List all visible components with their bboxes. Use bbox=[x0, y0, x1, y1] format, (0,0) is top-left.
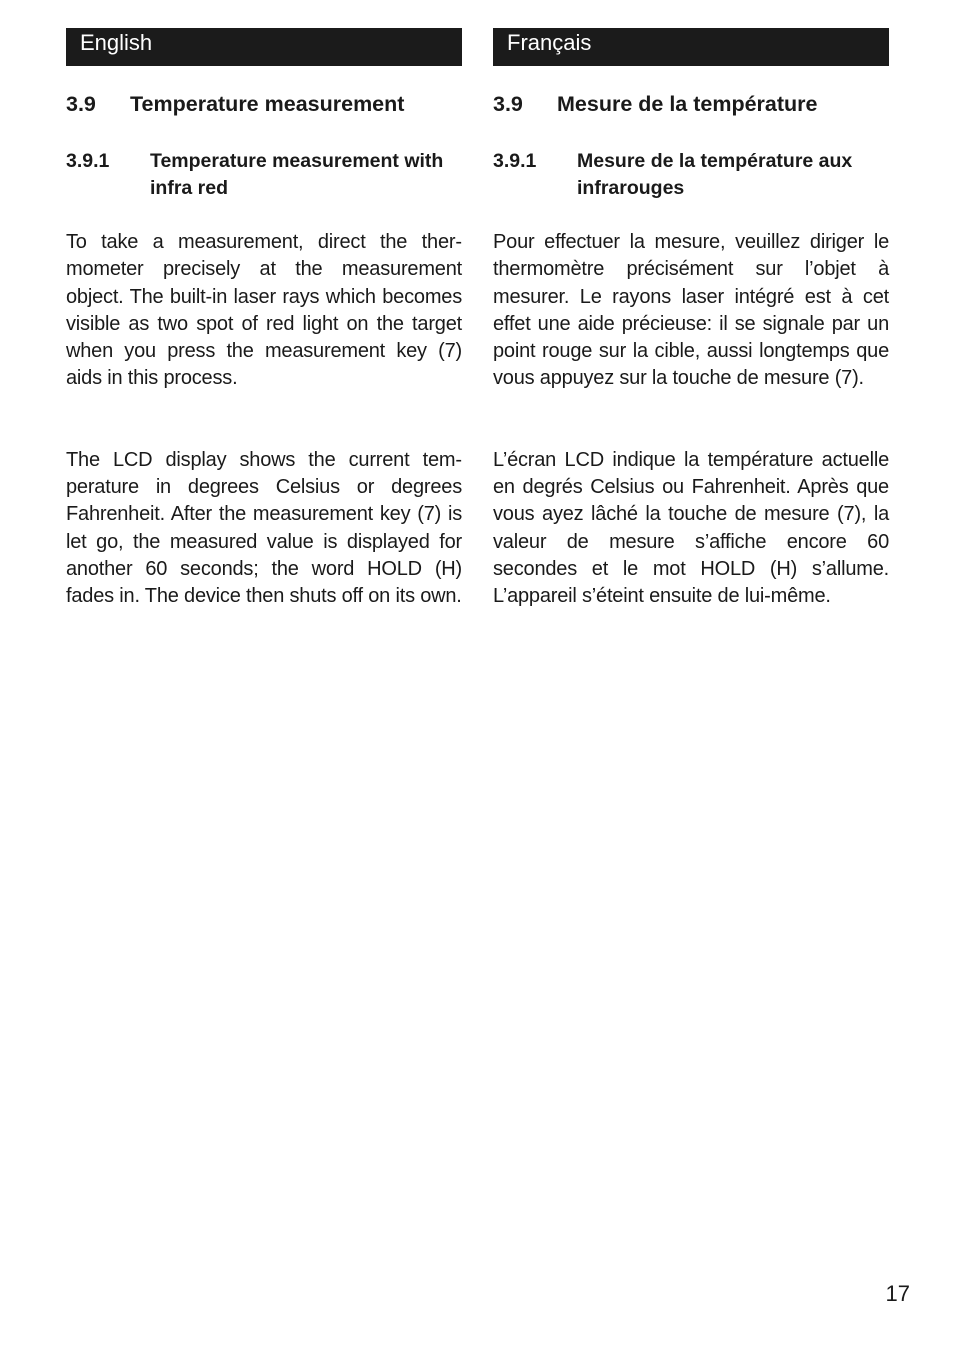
paragraph-lcd-display: L’écran LCD indique la température actuelle en degrés Celsius ou Fahrenheit. Après que vous ayez lâché la touche de mesure (7), la valeur de mesure s’affiche encore 60 secondes et le mot HOLD (H) s’allume. L’appareil s’éteint ensuite de lui-même. bbox=[493, 448, 889, 608]
section-number: 3.9 bbox=[66, 92, 96, 116]
section-title: Temperature measurement bbox=[130, 92, 405, 116]
language-header-french: Français bbox=[493, 28, 889, 66]
paragraph-measurement: Pour effectuer la mesure, veuillez diriger le thermomètre précisément sur l’objet à mesurer. Le rayons laser intégré est à cet effet une aide précieuse: il se signale par un point rouge sur la cible, aussi longtemps que vous appuyez sur la touche de mesure (7). bbox=[493, 231, 889, 390]
section-number: 3.9 bbox=[493, 92, 523, 116]
paragraph-lcd-display: The LCD display shows the current temperature in degrees Celsius or degrees Fahrenheit. After the measurement key (7) is let go, the measured value is displayed for another 60 seconds; the word HOLD (H) fades in. The device then shuts off on its own. bbox=[66, 448, 462, 608]
subsection-heading bbox=[493, 148, 889, 202]
subsection-number: 3.9.1 bbox=[66, 150, 110, 172]
section-heading bbox=[493, 90, 889, 118]
subsection-title: Temperature measurement with infra red bbox=[150, 150, 444, 199]
language-header-english: English bbox=[66, 28, 462, 66]
subsection-number: 3.9.1 bbox=[493, 150, 537, 172]
paragraph-measurement: To take a measurement, direct the thermometer precisely at the measurement object. The built-in laser rays which becomes visible as two spot of red light on the target when you press the measurement key (7) aids in this process. bbox=[66, 231, 462, 390]
subsection-heading bbox=[66, 148, 462, 202]
section-title: Mesure de la température bbox=[557, 92, 818, 116]
subsection-title: Mesure de la température aux infrarouges bbox=[577, 150, 853, 199]
english-column bbox=[66, 28, 462, 611]
page-number: 17 bbox=[885, 1281, 910, 1306]
section-heading bbox=[66, 90, 462, 118]
french-column bbox=[493, 28, 889, 611]
